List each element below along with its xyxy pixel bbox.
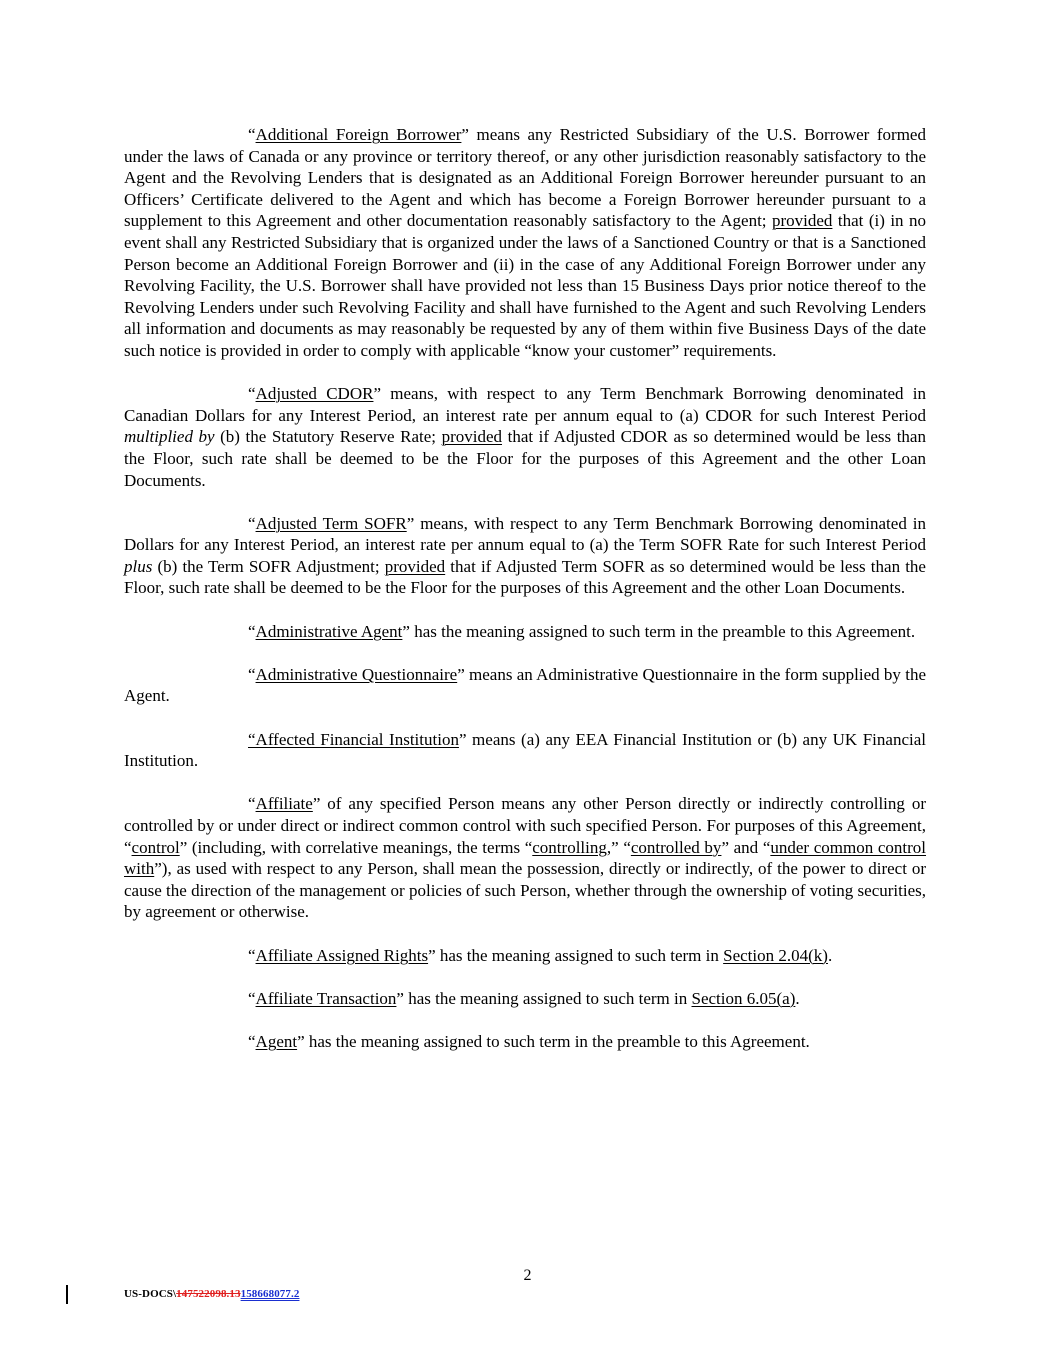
deleted-document-id: 147522098.13 xyxy=(176,1288,241,1300)
provided-term: provided xyxy=(771,211,833,231)
open-quote: “ xyxy=(248,125,256,144)
provided-term: provided xyxy=(384,556,446,576)
definition-text: . xyxy=(827,945,833,965)
close-quote: ” xyxy=(396,988,404,1008)
definition-text: ,” “ xyxy=(606,837,631,857)
definition-text: has the meaning assigned to such term in the preamble to this Agreement. xyxy=(304,1031,810,1051)
definition-text: means, with respect to any Term Benchmark Borrowing denominated in Dollars for any Interest Period, an interest rate per annum equal to (a) the Term SOFR Rate for such Interest Period xyxy=(124,513,926,555)
definition-text: ” and “ xyxy=(721,837,771,857)
italic-term: plus xyxy=(124,556,153,576)
defined-term: Administrative Agent xyxy=(255,621,403,641)
definition-text: (b) the Term SOFR Adjustment; xyxy=(152,556,385,576)
definition-text: has the meaning assigned to such term in the preamble to this Agreement. xyxy=(409,621,916,641)
defined-term: Adjusted Term SOFR xyxy=(255,513,407,533)
definition-text: means (a) any EEA Financial Institution or (b) any UK Financial Institution. xyxy=(124,729,926,771)
definition-text: (b) the Statutory Reserve Rate; xyxy=(214,427,442,447)
close-quote: ” xyxy=(406,513,415,533)
definition-affiliate-assigned-rights xyxy=(124,945,926,967)
definition-additional-foreign-borrower xyxy=(124,124,926,362)
definition-agent xyxy=(124,1031,926,1053)
definition-text: ” (including, with correlative meanings, the terms “ xyxy=(179,837,533,857)
document-id-footer xyxy=(124,1288,299,1300)
definition-text: ”), as used with respect to any Person, shall mean the possession, directly or indirectly, of the power to direct or cause the direction of the management or policies of such Person, whether through the ownership of voting securities, by agreement or otherwise. xyxy=(124,859,926,922)
defined-term: Additional Foreign Borrower xyxy=(255,125,462,144)
definition-administrative-agent xyxy=(124,621,926,643)
definition-adjusted-term-sofr xyxy=(124,513,926,599)
defined-term: Adjusted CDOR xyxy=(255,384,374,404)
revision-change-bar xyxy=(66,1285,68,1304)
definition-text: . xyxy=(795,988,800,1008)
page-number: 2 xyxy=(523,1267,532,1284)
definition-text: means, with respect to any Term Benchmark Borrowing denominated in Canadian Dollars for any Interest Period, an interest rate per annum equal to (a) CDOR for such Interest Period xyxy=(124,384,926,425)
close-quote: ” xyxy=(373,384,381,404)
close-quote: ” xyxy=(461,125,469,144)
defined-term: control xyxy=(131,837,180,857)
section-reference: Section 6.05(a) xyxy=(691,988,796,1008)
open-quote: “ xyxy=(248,621,256,641)
section-reference: Section 2.04(k) xyxy=(723,945,828,965)
definition-adjusted-cdor xyxy=(124,383,926,491)
defined-term: under common control with xyxy=(124,837,927,879)
definition-text: that (i) in no event shall any Restricted Subsidiary that is organized under the laws of a Sanctioned Country or that is a Sanctioned Person become an Additional Foreign Borrower and (ii) in the case of any Additional Foreign Borrower under any Revolving Facility, the U.S. Borrower shall have provided not less than 15 Business Days prior notice thereof to the Revolving Lenders under such Revolving Facility and shall have furnished to the Agent and such Revolving Lenders all information and documents as may reasonably be requested by any of them within five Business Days of the date such notice is provided in order to comply with applicable “know your customer” requirements. xyxy=(124,211,926,360)
footer-prefix: US-DOCS\ xyxy=(124,1288,177,1300)
open-quote: “ xyxy=(248,1031,256,1051)
provided-term: provided xyxy=(441,427,503,447)
open-quote: “ xyxy=(248,988,256,1008)
italic-term: multiplied by xyxy=(124,427,215,447)
defined-term: Affiliate xyxy=(255,794,313,814)
definition-text: means any Restricted Subsidiary of the U.S. Borrower formed under the laws of Canada or any province or territory thereof, or any other jurisdiction reasonably satisfactory to the Agent and the Revolving Lenders that is designated as an Additional Foreign Borrower hereunder pursuant to an Officers’ Certificate delivered to the Agent and which has become a Foreign Borrower hereunder pursuant to a supplement to this Agreement and other documentation reasonably satisfactory to the Agent; xyxy=(124,125,926,231)
definition-text: has the meaning assigned to such term in xyxy=(403,988,692,1008)
inserted-document-id: 158668077.2 xyxy=(240,1288,300,1300)
close-quote: ” xyxy=(297,1031,305,1051)
document-body xyxy=(124,124,926,1074)
defined-term: Affiliate Assigned Rights xyxy=(255,945,429,965)
definition-administrative-questionnaire xyxy=(124,664,926,707)
close-quote: ” xyxy=(428,945,436,965)
definition-text: has the meaning assigned to such term in xyxy=(435,945,724,965)
definition-affiliate xyxy=(124,793,926,923)
defined-term: controlled by xyxy=(630,837,722,857)
defined-term: “Affected Financial Institution xyxy=(248,729,459,749)
close-quote: ” xyxy=(458,729,467,749)
definition-affected-financial-institution xyxy=(124,729,926,772)
definition-text: of any specified Person means any other Person directly or indirectly controlling or controlled by or under direct or indirect common control with such specified Person. For purposes of this Agreement, “ xyxy=(124,794,926,857)
close-quote: ” xyxy=(457,664,465,684)
defined-term: Affiliate Transaction xyxy=(255,988,397,1008)
open-quote: “ xyxy=(248,513,256,533)
definition-affiliate-transaction xyxy=(124,988,926,1010)
defined-term: Agent xyxy=(255,1031,298,1051)
open-quote: “ xyxy=(248,794,256,814)
definition-text: that if Adjusted Term SOFR as so determined would be less than the Floor, such rate shall be deemed to be the Floor for the purposes of this Agreement and the other Loan Documents. xyxy=(124,556,926,598)
definition-text: means an Administrative Questionnaire in the form supplied by the Agent. xyxy=(124,664,926,706)
open-quote: “ xyxy=(248,384,256,404)
open-quote: “ xyxy=(248,664,256,684)
close-quote: ” xyxy=(402,621,410,641)
close-quote: ” xyxy=(312,794,321,814)
defined-term: controlling xyxy=(532,837,607,857)
open-quote: “ xyxy=(248,945,256,965)
definition-text: that if Adjusted CDOR as so determined would be less than the Floor, such rate shall be deemed to be the Floor for the purposes of this Agreement and the other Loan Documents. xyxy=(124,427,926,490)
defined-term: Administrative Questionnaire xyxy=(255,664,458,684)
